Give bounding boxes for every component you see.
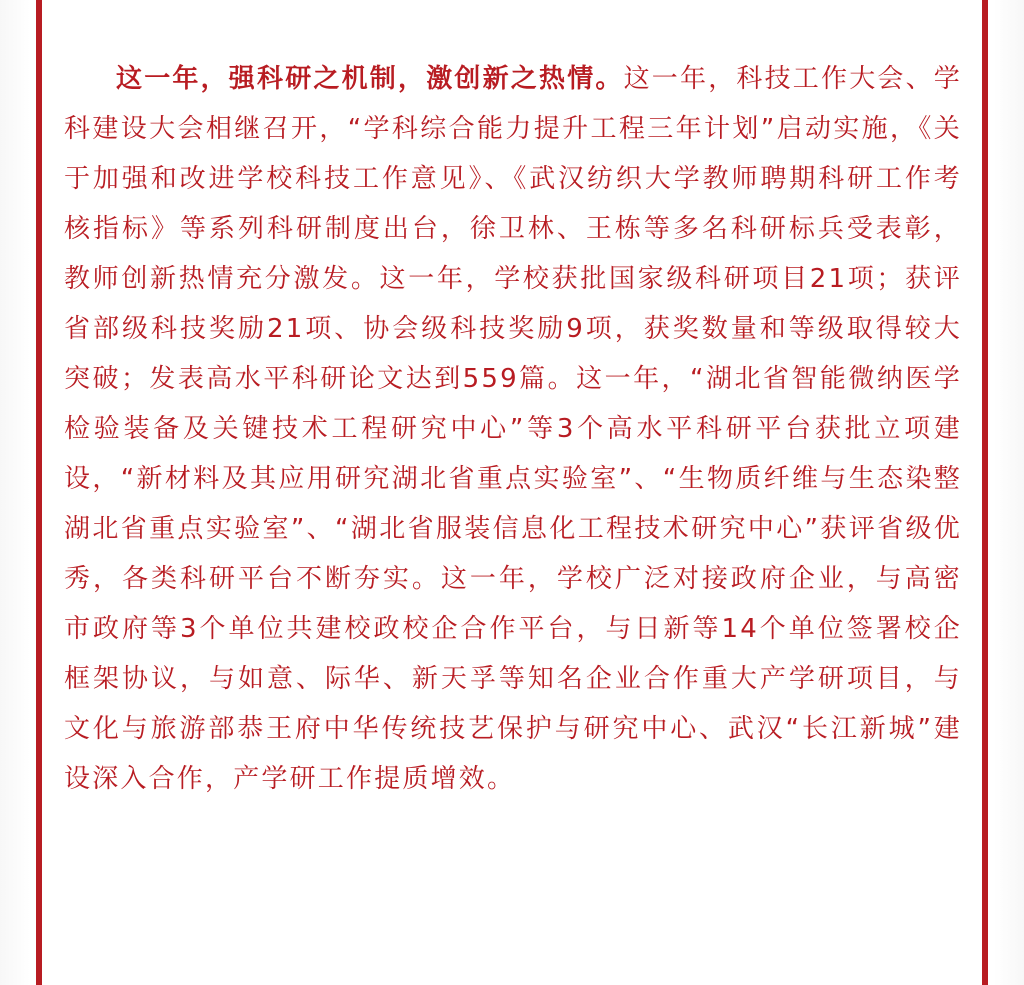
right-frame-border <box>982 0 988 985</box>
left-frame-shade <box>0 0 30 985</box>
left-frame-border <box>36 0 42 985</box>
paragraph-body-text: 这一年，科技工作大会、学科建设大会相继召开，“学科综合能力提升工程三年计划”启动实施，《关于加强和改进学校科技工作意见》、《武汉纺织大学教师聘期科研工作考核指标》等系列科研制度出台，徐卫林、王栋等多名科研标兵受表彰，教师创新热情充分激发。这一年，学校获批国家级科研项目21项；获评省部级科技奖励21项、协会级科技奖励9项，获奖数量和等级取得较大突破；发表高水平科研论文达到559篇。这一年，“湖北省智能微纳医学检验装备及关键技术工程研究中心”等3个高水平科研平台获批立项建设，“新材料及其应用研究湖北省重点实验室”、“生物质纤维与生态染整湖北省重点实验室”、“湖北省服装信息化工程技术研究中心”获评省级优秀，各类科研平台不断夯实。这一年，学校广泛对接政府企业，与高密市政府等3个单位共建校政校企合作平台，与日新等14个单位签署校企框架协议，与如意、际华、新天孚等知名企业合作重大产学研项目，与文化与旅游部恭王府中华传统技艺保护与研究中心、武汉“长江新城”建设深入合作，产学研工作提质增效。 <box>64 64 963 794</box>
article-text-block <box>64 54 962 804</box>
right-frame-shade <box>994 0 1024 985</box>
paragraph-lead-sentence: 这一年，强科研之机制，激创新之热情。 <box>116 64 624 94</box>
article-paragraph <box>64 54 962 804</box>
